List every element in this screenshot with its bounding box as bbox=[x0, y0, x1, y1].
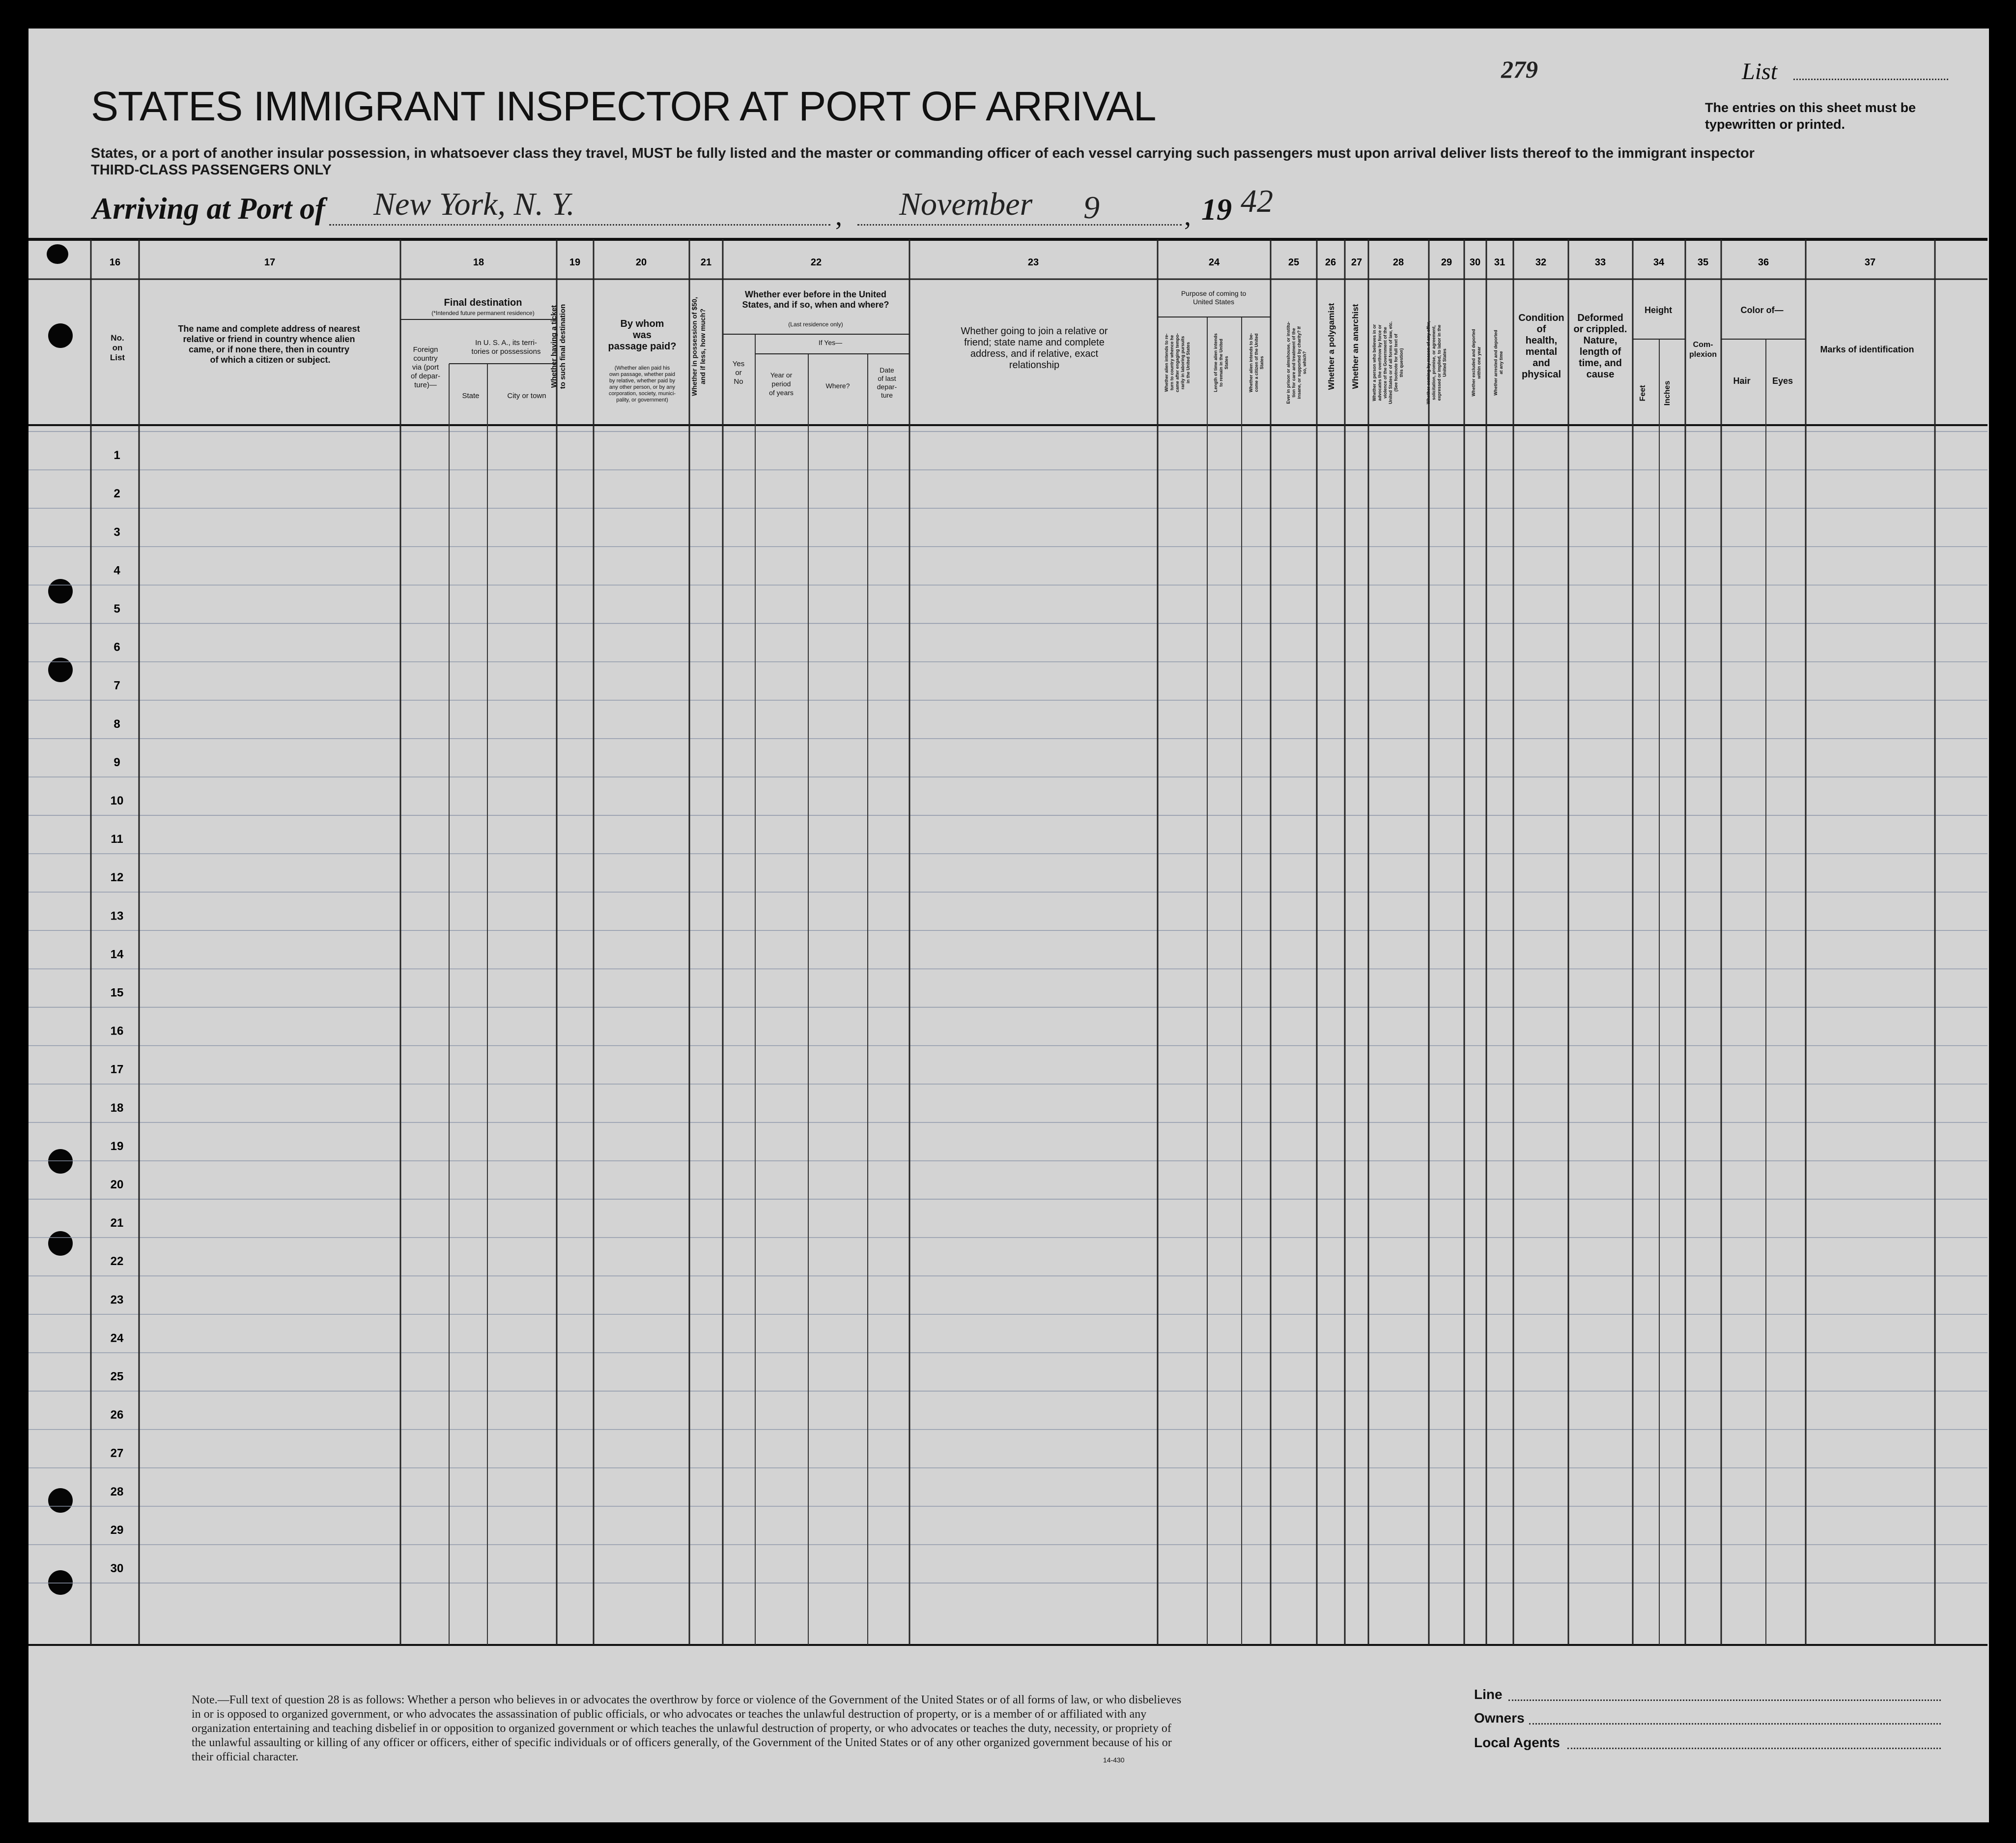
row-number: 4 bbox=[114, 564, 120, 577]
grid-lines bbox=[28, 239, 1988, 1645]
row-number: 12 bbox=[110, 871, 124, 885]
column-number: 28 bbox=[1392, 257, 1404, 268]
row-number: 28 bbox=[110, 1485, 124, 1498]
row-number: 5 bbox=[114, 602, 120, 616]
header-polygamist: Whether a polygamist bbox=[1327, 303, 1336, 390]
row-number: 8 bbox=[114, 717, 120, 731]
footer-local-agents-blank bbox=[1567, 1748, 1941, 1749]
port-handwritten: New York, N. Y. bbox=[373, 186, 575, 222]
row-numbers bbox=[111, 449, 124, 1575]
column-number: 35 bbox=[1697, 257, 1709, 268]
footer-owners-blank bbox=[1529, 1723, 1941, 1725]
header-q28: Whether a person who believes in oradvocates the overthrow by force orviolence of the Government of theUnited States or of all forms of law, etc.(See footnote for full text ofthis question) bbox=[1372, 321, 1404, 404]
header-color-of: Color of— bbox=[1740, 305, 1784, 315]
page-title: STATES IMMIGRANT INSPECTOR AT PORT OF ARRIVAL bbox=[91, 83, 1156, 129]
column-number: 17 bbox=[264, 257, 276, 268]
header-if-yes: If Yes— bbox=[818, 339, 843, 346]
row-number: 1 bbox=[114, 449, 120, 462]
column-number: 16 bbox=[109, 257, 121, 268]
column-number: 25 bbox=[1288, 257, 1300, 268]
header-deformed: Deformed or crippled. Nature, length of time, and cause bbox=[1573, 313, 1627, 380]
row-number: 19 bbox=[110, 1139, 124, 1153]
row-number: 20 bbox=[110, 1178, 124, 1191]
header-last-residence: (Last residence only) bbox=[788, 321, 843, 328]
column-number: 23 bbox=[1027, 257, 1039, 268]
form-code: 14-430 bbox=[1103, 1756, 1125, 1764]
header-ever-before-us: Whether ever before in the United States, and if so, when and where? bbox=[742, 289, 889, 310]
row-number: 7 bbox=[114, 679, 120, 692]
header-hair: Hair bbox=[1733, 376, 1751, 386]
column-number: 31 bbox=[1494, 257, 1505, 268]
header-last-departure: Date of last depar-ture bbox=[877, 366, 897, 399]
column-number: 34 bbox=[1653, 257, 1665, 268]
column-number: 19 bbox=[569, 257, 581, 268]
sheet-note: The entries on this sheet must be typewritten or printed. bbox=[1705, 100, 1916, 132]
footnote: Note.—Full text of question 28 is as follows: Whether a person who believes in or advocates the overthrow by force or violence of the Government of the United States or of all forms of law, or who disbelieves in or is opposed to organized government, or who advocates the assassination of public officials, or who advocates or teaches the unlawful destruction of property, or is a member of or affiliated with any organization entertaining and teaching disbelief in or opposition to organized government or which teaches the unlawful destruction of property, or who advocates or teaches the duty, necessity, or propriety of the unlawful assaulting or killing of any officer or officers, either of specific individuals or of officers generally, of the Government of the United States or of any other organized government because of his or their official character. bbox=[192, 1694, 1182, 1763]
header-anarchist: Whether an anarchist bbox=[1351, 304, 1360, 389]
row-number: 10 bbox=[110, 794, 124, 807]
column-number: 30 bbox=[1469, 257, 1481, 268]
row-number: 26 bbox=[110, 1408, 124, 1422]
subtitle-line-2: THIRD-CLASS PASSENGERS ONLY bbox=[91, 162, 332, 178]
header-purpose-length: Length of time alien intendsto remain in the UnitedStates bbox=[1213, 333, 1229, 392]
row-number: 6 bbox=[114, 640, 120, 654]
header-eyes: Eyes bbox=[1772, 376, 1793, 386]
header-purpose-citizen: Whether alien intends to be-come a citizen of the UnitedStates bbox=[1249, 333, 1264, 393]
column-number: 20 bbox=[635, 257, 647, 268]
row-number: 17 bbox=[110, 1063, 124, 1076]
row-number: 9 bbox=[114, 755, 120, 769]
row-number: 18 bbox=[110, 1101, 124, 1115]
list-label: List bbox=[1742, 58, 1778, 85]
header-final-destination-sub: (*Intended future permanent residence) bbox=[431, 310, 535, 317]
column-number: 36 bbox=[1758, 257, 1769, 268]
row-number: 13 bbox=[110, 909, 124, 923]
header-marks: Marks of identification bbox=[1820, 345, 1914, 354]
day-handwritten: 9 bbox=[1083, 190, 1100, 226]
header-labor-offer: Whether coming by reason of any offer,solicitation, promise, or agreement,expressed or implied, to labor in theUnited States bbox=[1426, 321, 1447, 404]
row-number: 30 bbox=[110, 1562, 124, 1575]
header-complexion: Com-plexion bbox=[1689, 341, 1717, 359]
header-state: State bbox=[462, 392, 480, 400]
row-number: 16 bbox=[110, 1024, 124, 1038]
header-prison: Ever in prison or almshouse, or institu-tion for care and treatment of theinsane, or supported by charity? Ifso, which? bbox=[1286, 321, 1307, 404]
column-number: 32 bbox=[1535, 257, 1547, 268]
header-city: City or town bbox=[507, 392, 546, 400]
row-number: 14 bbox=[110, 948, 124, 961]
header-years: Year or period of years bbox=[769, 371, 794, 397]
row-number: 2 bbox=[114, 487, 120, 501]
footer-line-label: Line bbox=[1474, 1687, 1503, 1702]
header-purpose: Purpose of coming to United States bbox=[1181, 289, 1247, 306]
footer-owners-label: Owners bbox=[1474, 1710, 1525, 1726]
header-foreign-country: Foreign country via (port of depar-ture)— bbox=[410, 346, 441, 389]
header-height: Height bbox=[1645, 305, 1672, 315]
footer-local-agents-label: Local Agents bbox=[1474, 1735, 1560, 1750]
row-number: 27 bbox=[110, 1446, 124, 1460]
page-number: 279 bbox=[1501, 56, 1538, 83]
header-fifty-dollars: Whether in possession of $50,and if less, how much? bbox=[690, 297, 707, 396]
row-number: 29 bbox=[110, 1523, 124, 1537]
column-number: 18 bbox=[473, 257, 484, 268]
row-number: 21 bbox=[110, 1216, 124, 1230]
header-nearest-relative: The name and complete address of nearest relative or friend in country whence alien came, or if none there, then in country of which a citizen or subject. bbox=[178, 324, 360, 365]
comma-1: , bbox=[835, 201, 842, 231]
header-joining-relative: Whether going to join a relative or friend; state name and complete address, and if relative, exact relationship bbox=[961, 326, 1108, 371]
column-number: 24 bbox=[1208, 257, 1220, 268]
row-number: 22 bbox=[110, 1255, 124, 1268]
header-excluded: Whether excluded and deportedwithin one year bbox=[1471, 329, 1481, 397]
row-number: 3 bbox=[114, 525, 120, 539]
header-purpose-return: Whether alien intends to re-turn to country whence hecame after engaging tempo-rarily in laboring pursuitsin the United States bbox=[1164, 333, 1191, 393]
column-number: 21 bbox=[700, 257, 712, 268]
row-number: 11 bbox=[111, 833, 123, 846]
year-handwritten: 42 bbox=[1241, 183, 1273, 219]
row-number: 24 bbox=[110, 1331, 124, 1345]
comma-2: , bbox=[1184, 201, 1191, 231]
column-number: 29 bbox=[1441, 257, 1452, 268]
column-number: 37 bbox=[1864, 257, 1876, 268]
row-number: 23 bbox=[110, 1293, 124, 1307]
row-number: 15 bbox=[110, 986, 124, 1000]
column-number: 26 bbox=[1325, 257, 1336, 268]
header-inches: Inches bbox=[1663, 380, 1672, 406]
arriving-label: Arriving at Port of bbox=[92, 192, 325, 226]
header-yes-no: Yes or No bbox=[732, 360, 745, 386]
header-ticket: Whether having a ticketto such final destination bbox=[550, 304, 567, 389]
header-no-on-list: No. on List bbox=[110, 333, 125, 362]
header-final-destination: Final destination bbox=[444, 297, 522, 308]
month-handwritten: November bbox=[899, 186, 1033, 222]
header-feet: Feet bbox=[1639, 385, 1647, 402]
column-number: 22 bbox=[810, 257, 822, 268]
header-health: Condition of health, mental and physical bbox=[1518, 313, 1564, 380]
header-arrested: Whether arrested and deportedat any time bbox=[1493, 330, 1504, 396]
header-where: Where? bbox=[825, 382, 850, 390]
column-number: 27 bbox=[1351, 257, 1363, 268]
subtitle-line-1: States, or a port of another insular possession, in whatsoever class they travel, MUST be fully listed and the master or commanding officer of each vessel carrying such passengers must upon arrival deliver lists thereof to the immigrant inspector bbox=[91, 145, 1755, 161]
column-number: 33 bbox=[1594, 257, 1606, 268]
year-printed: 19 bbox=[1201, 193, 1232, 227]
footer-line-blank bbox=[1508, 1699, 1941, 1701]
header-passage-paid: By whom was passage paid? bbox=[608, 318, 677, 352]
column-numbers bbox=[110, 257, 1875, 268]
row-number: 25 bbox=[110, 1370, 124, 1383]
header-passage-paid-sub: (Whether alien paid his own passage, whether paid by relative, whether paid by any other person, or by any corporation, society, munici-pality, or government) bbox=[608, 365, 676, 403]
header-in-usa: In U. S. A., its terri-tories or possessions bbox=[471, 339, 541, 356]
